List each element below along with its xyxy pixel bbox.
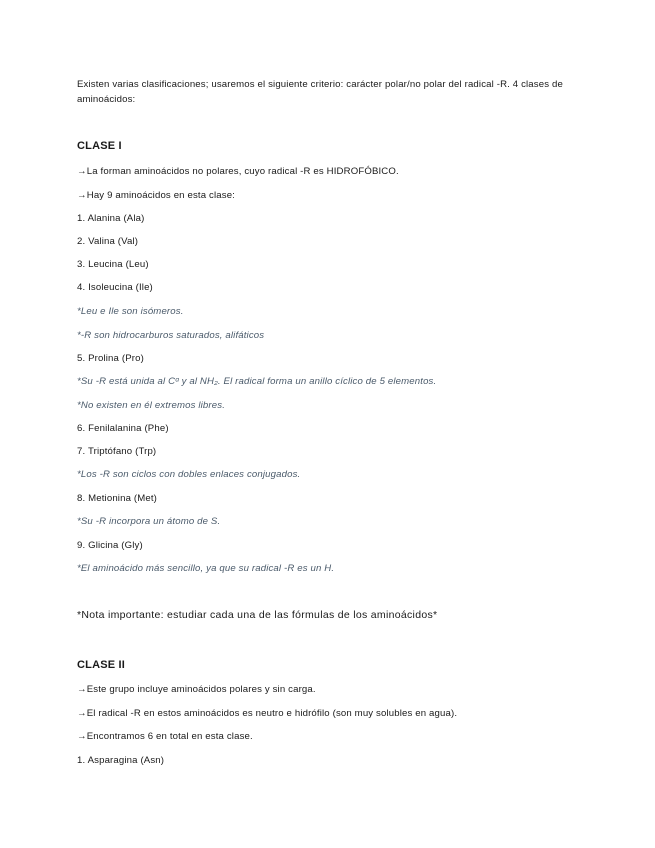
- note-line: *No existen en él extremos libres.: [77, 400, 226, 411]
- note-line: *Su -R está unida al Cᵅ y al NH₂. El radical forma un anillo cíclico de 5 elementos.: [77, 376, 437, 387]
- list-item: 5. Prolina (Pro): [77, 353, 144, 364]
- note-line: *El aminoácido más sencillo, ya que su radical -R es un H.: [77, 563, 335, 574]
- note-line: *Leu e Ile son isómeros.: [77, 306, 184, 317]
- clase-2-line: →Este grupo incluye aminoácidos polares y sin carga.: [77, 684, 316, 695]
- intro-paragraph: Existen varias clasificaciones; usaremos el siguiente criterio: carácter polar/no polar del radical -R. 4 clases de aminoácidos:: [77, 79, 563, 105]
- clase-2-line: →Encontramos 6 en total en esta clase.: [77, 731, 253, 742]
- clase-2-heading: CLASE II: [77, 659, 126, 671]
- note-line: *Su -R incorpora un átomo de S.: [77, 516, 221, 527]
- clase-1-line: →La forman aminoácidos no polares, cuyo radical -R es HIDROFÓBICO.: [77, 166, 399, 177]
- list-item: 1. Asparagina (Asn): [77, 755, 165, 766]
- list-item: 8. Metionina (Met): [77, 493, 158, 504]
- note-line: *Los -R son ciclos con dobles enlaces conjugados.: [77, 469, 301, 480]
- clase-2-line: →El radical -R en estos aminoácidos es neutro e hidrófilo (son muy solubles en agua).: [77, 708, 458, 719]
- list-item: 6. Fenilalanina (Phe): [77, 423, 169, 434]
- important-note: *Nota importante: estudiar cada una de las fórmulas de los aminoácidos*: [77, 609, 438, 621]
- list-item: 3. Leucina (Leu): [77, 259, 149, 270]
- list-item: 1. Alanina (Ala): [77, 213, 145, 224]
- list-item: 4. Isoleucina (Ile): [77, 282, 153, 293]
- list-item: 9. Glicina (Gly): [77, 540, 143, 551]
- note-line: *-R son hidrocarburos saturados, alifáticos: [77, 330, 265, 341]
- clase-1-line: →Hay 9 aminoácidos en esta clase:: [77, 190, 235, 201]
- list-item: 2. Valina (Val): [77, 236, 139, 247]
- clase-1-heading: CLASE I: [77, 140, 122, 152]
- list-item: 7. Triptófano (Trp): [77, 446, 157, 457]
